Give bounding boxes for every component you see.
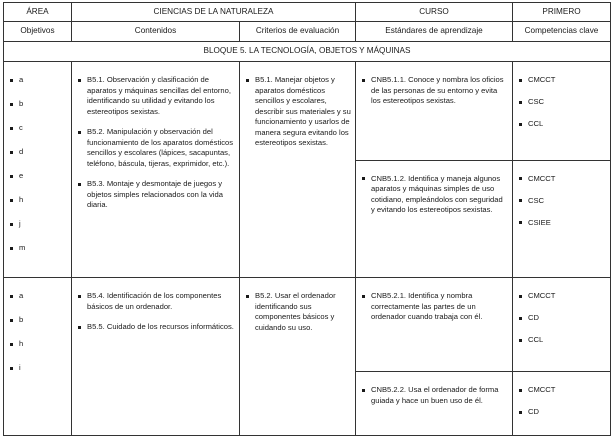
competencia-item <box>519 119 606 141</box>
objetivo-text: m <box>19 243 26 253</box>
competencia-item <box>519 174 606 196</box>
competencia-item <box>519 196 606 218</box>
bullet-icon <box>519 317 522 320</box>
objetivo-item <box>10 243 67 267</box>
estandar-item <box>362 174 508 216</box>
competencia-text: CD <box>528 313 539 323</box>
estandar-text: CNB5.1.2. Identifica y maneja algunos aparatos y máquinas simples de uso cotidiano, empleándolos con seguridad y evitando los estereotipos sexistas. <box>371 173 503 215</box>
criterio-item <box>246 75 351 149</box>
column-header-row <box>4 22 611 41</box>
group1-criterios-cell <box>240 62 356 278</box>
objetivo-item <box>10 75 67 99</box>
objetivo-item <box>10 99 67 123</box>
competencia-item <box>519 291 606 313</box>
group1-estandar-2-cell <box>356 160 513 278</box>
objetivo-item <box>10 363 67 387</box>
competencia-item <box>519 335 606 357</box>
contenido-item <box>78 179 235 211</box>
bullet-icon <box>10 319 13 322</box>
group2-objetivos-cell <box>4 278 72 436</box>
area-label-cell: ÁREA <box>4 3 72 22</box>
competencia-text: CSC <box>528 195 545 205</box>
objetivo-text: e <box>19 171 24 181</box>
curso-label-cell: CURSO <box>356 3 513 22</box>
bloque-row <box>4 41 611 61</box>
contenido-text: B5.2. Manipulación y observación del funcionamiento de los aparatos domésticos sencillos y escolares (lápices, sacapuntas, teléfono, báscula, tijeras, exprimidor, etc.). <box>87 127 234 168</box>
col-header-objetivos: Objetivos <box>4 22 72 41</box>
bullet-icon <box>10 295 13 298</box>
contenido-text: B5.1. Observación y clasificación de aparatos y máquinas sencillas del entorno, identificando su utilidad y evitando los estereotipos sexistas. <box>87 75 231 116</box>
bullet-icon <box>519 123 522 126</box>
col-header-criterios: Criterios de evaluación <box>240 22 356 41</box>
bullet-icon <box>519 411 522 414</box>
contenido-item <box>78 75 235 117</box>
group2-competencias-2-cell <box>513 372 611 436</box>
bullet-icon <box>519 177 522 180</box>
header-row <box>4 3 611 22</box>
competencias-list <box>519 291 606 357</box>
competencia-text: CMCCT <box>528 173 556 183</box>
bullet-icon <box>10 103 13 106</box>
contenido-text: B5.3. Montaje y desmontaje de juegos y objetos simples relacionados con la vida diaria. <box>87 179 223 210</box>
bullet-icon <box>78 79 81 82</box>
bullet-icon <box>519 295 522 298</box>
competencia-text: CSC <box>528 97 545 107</box>
contenido-item <box>78 127 235 169</box>
competencias-list <box>519 174 606 240</box>
criterio-item <box>246 291 351 333</box>
bullet-icon <box>10 343 13 346</box>
contenido-item <box>78 291 235 312</box>
competencia-text: CSIEE <box>528 217 551 227</box>
competencia-item <box>519 97 606 119</box>
competencia-text: CMCCT <box>528 291 556 301</box>
bullet-icon <box>78 295 81 298</box>
bullet-icon <box>362 295 365 298</box>
bullet-icon <box>519 221 522 224</box>
objetivo-text: b <box>19 315 24 325</box>
bullet-icon <box>362 177 365 180</box>
bullet-icon <box>78 131 81 134</box>
curriculum-table-page <box>3 2 610 436</box>
objetivo-item <box>10 147 67 171</box>
bullet-icon <box>78 326 81 329</box>
group2-estandar-1-cell <box>356 278 513 372</box>
criterio-text: B5.2. Usar el ordenador identificando sus componentes básicos y cuidando su uso. <box>255 291 336 332</box>
criterio-text: B5.1. Manejar objetos y aparatos domésticos sencillos y escolares, describir sus materiales y su funcionamiento y usarlos de manera segura evitando los estereotipos sexistas. <box>255 75 351 148</box>
bullet-icon <box>246 295 249 298</box>
group2-contenidos-cell <box>72 278 240 436</box>
group1-estandar-1-cell <box>356 62 513 160</box>
group2-competencias-1-cell <box>513 278 611 372</box>
bullet-icon <box>78 183 81 186</box>
objetivo-text: b <box>19 99 24 109</box>
bullet-icon <box>519 101 522 104</box>
competencias-list <box>519 75 606 141</box>
bullet-icon <box>10 199 13 202</box>
bullet-icon <box>246 79 249 82</box>
competencia-item <box>519 407 606 429</box>
bullet-icon <box>10 79 13 82</box>
objetivo-text: j <box>19 219 21 229</box>
contenido-text: B5.5. Cuidado de los recursos informáticos. <box>87 322 234 332</box>
col-header-contenidos: Contenidos <box>72 22 240 41</box>
bullet-icon <box>362 79 365 82</box>
group1-competencias-2-cell <box>513 160 611 278</box>
competencia-item <box>519 75 606 97</box>
group1-contenidos-cell <box>72 62 240 278</box>
bullet-icon <box>10 127 13 130</box>
group2-estandar-2-cell <box>356 372 513 436</box>
bullet-icon <box>362 389 365 392</box>
group1-objetivos-cell <box>4 62 72 278</box>
objetivo-item <box>10 315 67 339</box>
objetivo-item <box>10 339 67 363</box>
objetivo-text: d <box>19 147 24 157</box>
objetivo-text: a <box>19 75 24 85</box>
estandar-item <box>362 291 508 323</box>
group2-objetivos-list <box>10 291 67 387</box>
contenido-text: B5.4. Identificación de los componentes básicos de un ordenador. <box>87 291 222 311</box>
bullet-icon <box>519 389 522 392</box>
competencia-item <box>519 385 606 407</box>
objetivo-item <box>10 195 67 219</box>
objetivo-text: i <box>19 363 21 373</box>
competencia-text: CD <box>528 407 539 417</box>
objetivo-item <box>10 123 67 147</box>
group2-row-a <box>4 278 611 372</box>
group1-objetivos-list <box>10 75 67 267</box>
col-header-estandares: Estándares de aprendizaje <box>356 22 513 41</box>
competencia-item <box>519 218 606 240</box>
bullet-icon <box>10 367 13 370</box>
competencia-text: CCL <box>528 335 544 345</box>
group1-competencias-1-cell <box>513 62 611 160</box>
bullet-icon <box>10 151 13 154</box>
estandar-text: CNB5.2.1. Identifica y nombra correctamente las partes de un ordenador cuando trabaja con él. <box>371 291 483 322</box>
area-value-cell: CIENCIAS DE LA NATURALEZA <box>72 3 356 22</box>
col-header-competencias: Competencias clave <box>513 22 611 41</box>
bullet-icon <box>10 247 13 250</box>
objetivo-text: c <box>19 123 23 133</box>
objetivo-item <box>10 291 67 315</box>
group2-criterios-cell <box>240 278 356 436</box>
competencia-text: CCL <box>528 119 544 129</box>
competencia-item <box>519 313 606 335</box>
competencias-list <box>519 385 606 429</box>
estandar-item <box>362 385 508 406</box>
group1-row-a <box>4 62 611 160</box>
bullet-icon <box>10 175 13 178</box>
objetivo-text: a <box>19 291 24 301</box>
estandar-item <box>362 75 508 107</box>
competencia-text: CMCCT <box>528 385 556 395</box>
objetivo-item <box>10 171 67 195</box>
bloque-title: BLOQUE 5. LA TECNOLOGÍA, OBJETOS Y MÁQUINAS <box>4 41 611 61</box>
estandar-text: CNB5.2.2. Usa el ordenador de forma guiada y hace un buen uso de él. <box>371 385 499 405</box>
objetivo-text: h <box>19 339 24 349</box>
bullet-icon <box>519 199 522 202</box>
bullet-icon <box>519 339 522 342</box>
curriculum-table <box>3 2 611 436</box>
contenido-item <box>78 322 235 333</box>
bullet-icon <box>519 79 522 82</box>
curso-value-cell: PRIMERO <box>513 3 611 22</box>
estandar-text: CNB5.1.1. Conoce y nombra los oficios de las personas de su entorno y evita los estereotipos sexistas. <box>371 75 504 106</box>
competencia-text: CMCCT <box>528 75 556 85</box>
bullet-icon <box>10 223 13 226</box>
objetivo-text: h <box>19 195 24 205</box>
objetivo-item <box>10 219 67 243</box>
